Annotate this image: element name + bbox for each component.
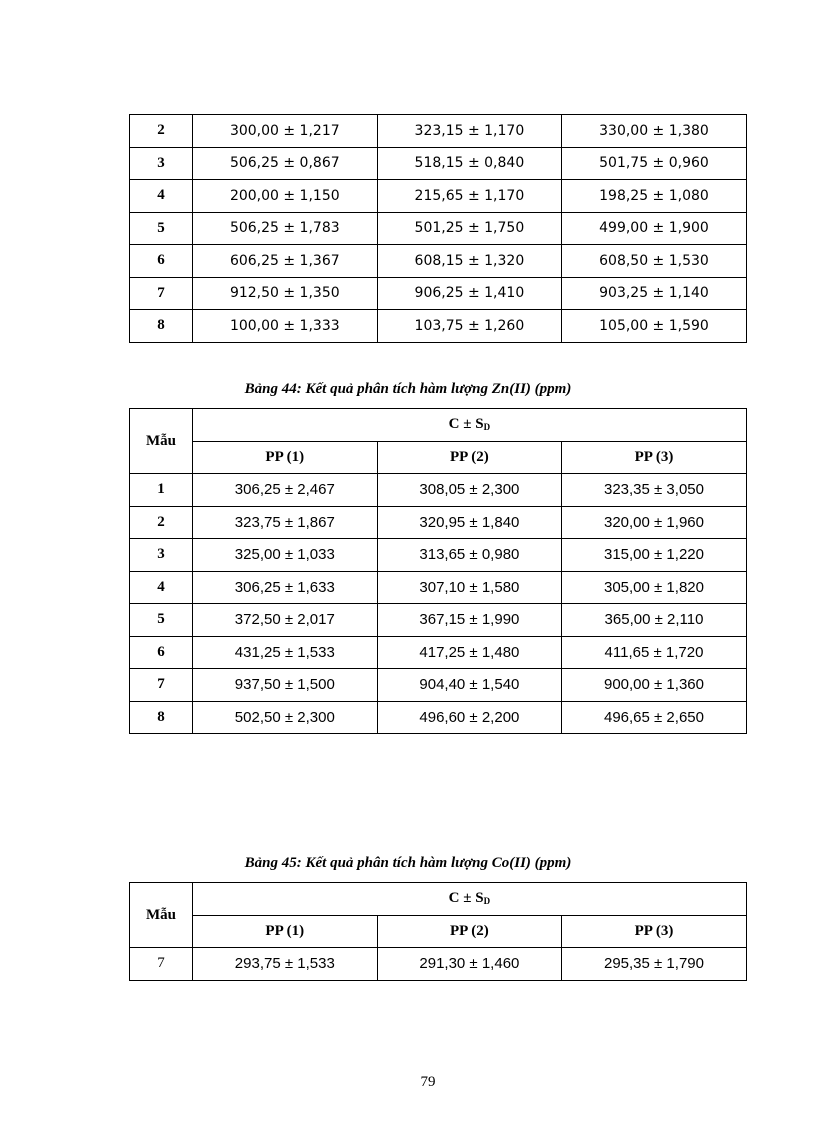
sample-cell: 2 bbox=[130, 115, 193, 148]
pp3-cell: 320,00 ± 1,960 bbox=[562, 506, 747, 539]
table-row bbox=[130, 245, 747, 278]
table-row bbox=[130, 701, 747, 734]
pp3-cell: 315,00 ± 1,220 bbox=[562, 539, 747, 572]
table-continued bbox=[129, 114, 747, 343]
pp1-cell: 100,00 ± 1,333 bbox=[193, 310, 378, 343]
table-row bbox=[130, 571, 747, 604]
table-row bbox=[130, 604, 747, 637]
pp1-cell: 502,50 ± 2,300 bbox=[193, 701, 378, 734]
table-44 bbox=[129, 408, 747, 734]
pp2-cell: 313,65 ± 0,980 bbox=[377, 539, 562, 572]
sample-cell: 8 bbox=[130, 310, 193, 343]
table-row bbox=[130, 147, 747, 180]
sample-cell: 1 bbox=[130, 474, 193, 507]
page-number: 79 bbox=[420, 1074, 436, 1090]
header-row bbox=[130, 915, 747, 948]
sample-header: Mẫu bbox=[130, 883, 193, 948]
pp3-cell: 900,00 ± 1,360 bbox=[562, 669, 747, 702]
pp1-cell: 506,25 ± 1,783 bbox=[193, 212, 378, 245]
pp2-cell: 496,60 ± 2,200 bbox=[377, 701, 562, 734]
table-row bbox=[130, 212, 747, 245]
pp1-header: PP (1) bbox=[193, 441, 378, 474]
table-row bbox=[130, 180, 747, 213]
pp2-cell: 518,15 ± 0,840 bbox=[377, 147, 562, 180]
pp3-header: PP (3) bbox=[562, 915, 747, 948]
pp1-cell: 431,25 ± 1,533 bbox=[193, 636, 378, 669]
pp2-header: PP (2) bbox=[377, 915, 562, 948]
sample-cell: 8 bbox=[130, 701, 193, 734]
table-row bbox=[130, 506, 747, 539]
header-row bbox=[130, 409, 747, 442]
pp3-cell: 608,50 ± 1,530 bbox=[562, 245, 747, 278]
header-row bbox=[130, 883, 747, 916]
pp1-cell: 300,00 ± 1,217 bbox=[193, 115, 378, 148]
pp3-cell: 499,00 ± 1,900 bbox=[562, 212, 747, 245]
sample-cell: 5 bbox=[130, 604, 193, 637]
pp1-cell: 323,75 ± 1,867 bbox=[193, 506, 378, 539]
pp1-cell: 506,25 ± 0,867 bbox=[193, 147, 378, 180]
sample-cell: 7 bbox=[130, 948, 193, 981]
pp1-header: PP (1) bbox=[193, 915, 378, 948]
table-row bbox=[130, 636, 747, 669]
c-sd-subscript: D bbox=[483, 422, 491, 433]
pp2-cell: 103,75 ± 1,260 bbox=[377, 310, 562, 343]
table-row bbox=[130, 539, 747, 572]
pp3-cell: 496,65 ± 2,650 bbox=[562, 701, 747, 734]
pp2-cell: 501,25 ± 1,750 bbox=[377, 212, 562, 245]
table-45-caption: Bảng 45: Kết quả phân tích hàm lượng Co(II) (ppm) bbox=[244, 855, 572, 871]
table-44-body bbox=[130, 474, 747, 734]
pp1-cell: 293,75 ± 1,533 bbox=[193, 948, 378, 981]
c-sd-header bbox=[193, 883, 747, 916]
pp3-cell: 305,00 ± 1,820 bbox=[562, 571, 747, 604]
pp3-cell: 330,00 ± 1,380 bbox=[562, 115, 747, 148]
pp1-cell: 937,50 ± 1,500 bbox=[193, 669, 378, 702]
pp1-cell: 306,25 ± 2,467 bbox=[193, 474, 378, 507]
table-row bbox=[130, 310, 747, 343]
pp3-header: PP (3) bbox=[562, 441, 747, 474]
pp1-cell: 912,50 ± 1,350 bbox=[193, 277, 378, 310]
sample-cell: 3 bbox=[130, 147, 193, 180]
pp3-cell: 295,35 ± 1,790 bbox=[562, 948, 747, 981]
pp3-cell: 323,35 ± 3,050 bbox=[562, 474, 747, 507]
table-continued-body bbox=[130, 115, 747, 343]
pp3-cell: 198,25 ± 1,080 bbox=[562, 180, 747, 213]
c-sd-header bbox=[193, 409, 747, 442]
pp3-cell: 105,00 ± 1,590 bbox=[562, 310, 747, 343]
sample-cell: 5 bbox=[130, 212, 193, 245]
pp1-cell: 372,50 ± 2,017 bbox=[193, 604, 378, 637]
sample-cell: 6 bbox=[130, 245, 193, 278]
pp2-cell: 215,65 ± 1,170 bbox=[377, 180, 562, 213]
table-row bbox=[130, 277, 747, 310]
pp1-cell: 325,00 ± 1,033 bbox=[193, 539, 378, 572]
table-row bbox=[130, 115, 747, 148]
pp1-cell: 200,00 ± 1,150 bbox=[193, 180, 378, 213]
sample-cell: 7 bbox=[130, 277, 193, 310]
pp2-cell: 608,15 ± 1,320 bbox=[377, 245, 562, 278]
sample-cell: 4 bbox=[130, 571, 193, 604]
sample-cell: 2 bbox=[130, 506, 193, 539]
pp3-cell: 411,65 ± 1,720 bbox=[562, 636, 747, 669]
header-row bbox=[130, 441, 747, 474]
pp2-cell: 904,40 ± 1,540 bbox=[377, 669, 562, 702]
c-sd-label: C ± S bbox=[448, 890, 484, 907]
sample-cell: 7 bbox=[130, 669, 193, 702]
c-sd-subscript: D bbox=[483, 896, 491, 907]
sample-cell: 6 bbox=[130, 636, 193, 669]
table-row bbox=[130, 669, 747, 702]
table-45-header bbox=[130, 883, 747, 948]
table-44-header bbox=[130, 409, 747, 474]
pp2-cell: 307,10 ± 1,580 bbox=[377, 571, 562, 604]
table-45 bbox=[129, 882, 747, 981]
pp3-cell: 365,00 ± 2,110 bbox=[562, 604, 747, 637]
pp3-cell: 501,75 ± 0,960 bbox=[562, 147, 747, 180]
pp2-cell: 417,25 ± 1,480 bbox=[377, 636, 562, 669]
table-row bbox=[130, 948, 747, 981]
pp1-cell: 306,25 ± 1,633 bbox=[193, 571, 378, 604]
table-row bbox=[130, 474, 747, 507]
pp3-cell: 903,25 ± 1,140 bbox=[562, 277, 747, 310]
c-sd-label: C ± S bbox=[448, 416, 484, 433]
pp2-cell: 308,05 ± 2,300 bbox=[377, 474, 562, 507]
sample-cell: 3 bbox=[130, 539, 193, 572]
pp2-cell: 291,30 ± 1,460 bbox=[377, 948, 562, 981]
pp2-cell: 367,15 ± 1,990 bbox=[377, 604, 562, 637]
sample-cell: 4 bbox=[130, 180, 193, 213]
pp1-cell: 606,25 ± 1,367 bbox=[193, 245, 378, 278]
pp2-cell: 323,15 ± 1,170 bbox=[377, 115, 562, 148]
pp2-header: PP (2) bbox=[377, 441, 562, 474]
table-44-caption: Bảng 44: Kết quả phân tích hàm lượng Zn(II) (ppm) bbox=[244, 381, 572, 397]
pp2-cell: 906,25 ± 1,410 bbox=[377, 277, 562, 310]
pp2-cell: 320,95 ± 1,840 bbox=[377, 506, 562, 539]
table-45-body bbox=[130, 948, 747, 981]
sample-header: Mẫu bbox=[130, 409, 193, 474]
